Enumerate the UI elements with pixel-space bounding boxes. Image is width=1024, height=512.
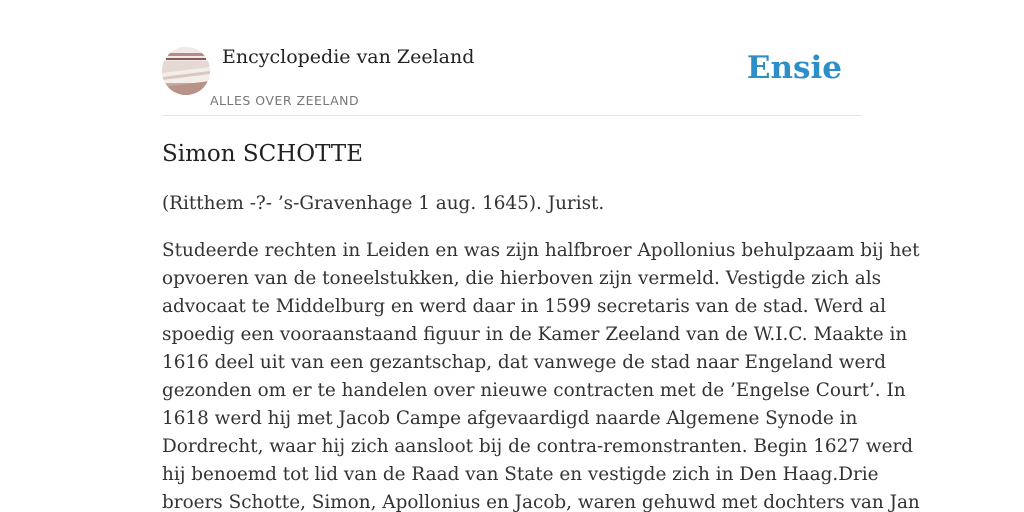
body-line: advocaat te Middelburg en werd daar in 1599 secretaris van de stad. Werd al [162,296,886,317]
article [162,138,920,512]
site-title[interactable]: Encyclopedie van Zeeland [222,46,475,68]
body-line: opvoeren van de toneelstukken, die hierboven zijn vermeld. Vestigde zich als [162,268,882,289]
article-title: Simon SCHOTTE [162,141,364,167]
body-line: Dordrecht, waar hij zich aansloot bij de contra-remonstranten. Begin 1627 werd [162,436,914,457]
body-line: 1616 deel uit van een gezantschap, dat vanwege de stad naar Engeland werd [162,352,886,373]
ensie-logo-link[interactable]: Ensie [746,50,842,86]
article-lead: (Ritthem -?- ’s-Gravenhage 1 aug. 1645). Jurist. [162,193,605,214]
body-line: broers Schotte, Simon, Apollonius en Jacob, waren gehuwd met dochters van Jan [162,492,920,512]
body-line: 1618 werd hij met Jacob Campe afgevaardigd naarde Algemene Synode in [162,408,858,429]
site-header [162,40,862,116]
site-subtitle: ALLES OVER ZEELAND [210,93,360,108]
body-line: Studeerde rechten in Leiden en was zijn halfbroer Apollonius behulpzaam bij het [162,240,920,261]
book-icon[interactable] [162,47,210,95]
body-line: spoedig een vooraanstaand figuur in de Kamer Zeeland van de W.I.C. Maakte in [162,324,908,345]
body-line: gezonden om er te handelen over nieuwe contracten met de ’Engelse Court’. In [162,380,906,401]
body-line: hij benoemd tot lid van de Raad van State en vestigde zich in Den Haag.Drie [162,464,879,485]
article-body [162,237,920,512]
